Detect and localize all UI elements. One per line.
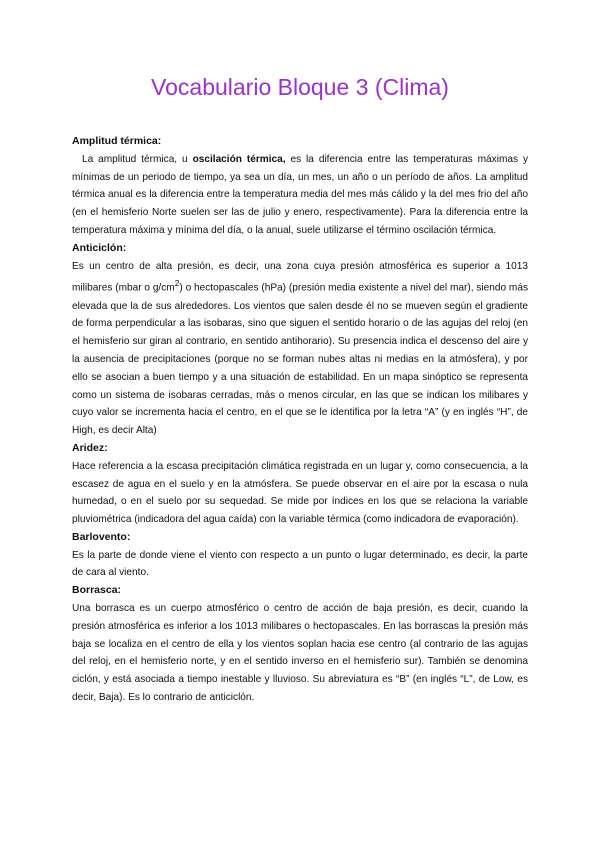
definition-aridez: Hace referencia a la escasa precipitación climática registrada en un lugar y, como consecuencia, a la escasez de agua en el suelo y en la atmósfera. Se puede observar en el aire por la escasa o nula humedad, o en el suelo por su sequedad. Se mide por índices en los que se relaciona la variable pluviométrica (indicadora del agua caída) con la variable térmica (como indicadora de evaporación). (72, 460, 528, 526)
definition-amplitud-strong: oscilación térmica, (192, 153, 286, 165)
definition-anticiclon-part-a: Es un centro de alta presión, es decir, una zona cuya presión atmosférica es superior a 1013 milibares (mbar o g/cm (72, 260, 528, 294)
definition-borrasca: Una borrasca es un cuerpo atmosférico o centro de acción de baja presión, es decir, cuando la presión atmosférica es inferior a los 1013 milibares o hectopascales. En las borrascas la presión más baja se localiza en el centro de ella y los vientos soplan hacia ese centro (al contrario de las agujas del reloj, en el hemisferio norte, y en el sentido inverso en el hemisferio sur). También se denomina ciclón, y está asociada a tiempo inestable y lluvioso. Su abreviatura es “B” (en inglés “L”, de Low, es decir, Baja). Es lo contrario de anticiclón. (72, 603, 528, 704)
definition-amplitud-lead: La amplitud térmica, u (82, 153, 193, 165)
page-title: Vocabulario Bloque 3 (Clima) (151, 74, 449, 100)
term-heading-amplitud: Amplitud térmica: (72, 135, 162, 147)
superscript-two: 2 (174, 278, 180, 289)
term-heading-barlovento: Barlovento: (72, 530, 131, 543)
definition-amplitud-rest: es la diferencia entre las temperaturas máximas y mínimas de un periodo de tiempo, ya sea un día, un mes, un año o un período de años. La amplitud térmica anual es la diferencia entre la temperatura media del mes más cálido y la del mes frio del año (en el hemisferio Norte suelen ser las de julio y enero, respectivamente). Para la diferencia entre la temperatura máxima y mínima del día, o la anual, suele utilizarse el término oscilación térmica. (72, 153, 528, 236)
definition-anticiclon (72, 258, 528, 440)
document-body (72, 133, 528, 707)
term-heading-borrasca: Borrasca: (72, 584, 122, 597)
term-heading-anticiclon: Anticiclón: (72, 241, 127, 254)
term-heading-aridez: Aridez: (72, 441, 108, 454)
definition-amplitud (72, 151, 528, 240)
definition-barlovento: Es la parte de donde viene el viento con respecto a un punto o lugar determinado, es decir, la parte de cara al viento. (72, 549, 528, 579)
definition-anticiclon-part-b: ) o hectopascales (hPa) (presión media existente a nivel del mar), siendo más elevada que la de sus alrededores. Los vientos que salen desde él no se mueven según el gradiente de forma perpendicular a las isobaras, sino que siguen el sentido horario o de las agujas del reloj (en el hemisferio sur giran al contrario, en sentido antihorario). Su presencia indica el descenso del aire y la ausencia de precipitaciones (porque no se forman nubes altas ni medias en la atmósfera), y por ello se asocian a buen tiempo y a una situación de estabilidad. En un mapa sinóptico se representa como un sistema de isobaras cerradas, más o menos circular, en las que se indican los milibares y cuyo valor se incrementa hacia el centro, en el que se le identifica por la letra “A” (y en inglés “H”, de High, es decir Alta) (72, 282, 528, 437)
